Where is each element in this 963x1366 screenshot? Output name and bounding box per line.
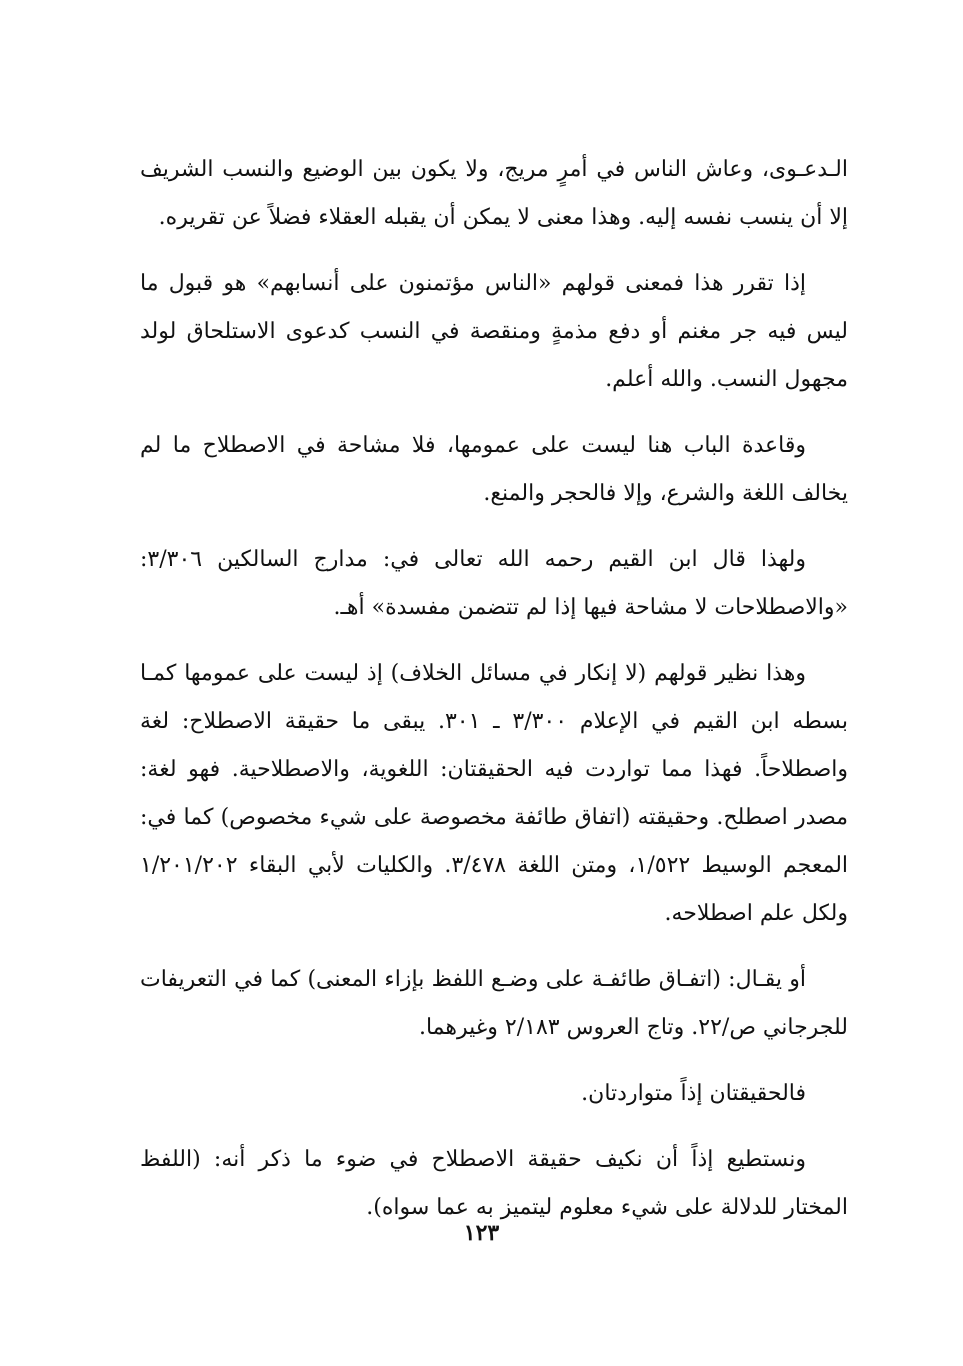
paragraph-1: الـدعـوى، وعاش الناس في أمرٍ مريج، ولا يكون بين الوضيع والنسب الشريف إلا أن ينسب نفسه إليه. وهذا معنى لا يمكن أن يقبله العقلاء فضلاً عن تقريره.: [140, 157, 849, 230]
page-number: ١٢٣: [463, 1220, 500, 1246]
paragraph-6: أو يقـال: (اتفـاق طائفـة على وضـع اللفظ بإزاء المعنى) كما في التعريفات للجرجاني ص/٢٢. وتاج العروس ٢/١٨٣ وغيرهما.: [140, 967, 848, 1040]
paragraph-3: وقاعدة الباب هنا ليست على عمومها، فلا مشاحة في الاصطلاح ما لم يخالف اللغة والشرع، وإلا فالحجر والمنع.: [140, 433, 848, 506]
paragraph-5: وهذا نظير قولهم (لا إنكار في مسائل الخلاف) إذ ليست على عمومها كمـا بسطه ابن القيم في الإعلام ٣/٣٠٠ ـ ٣٠١. يبقى ما حقيقة الاصطلاح: لغة واصطلاحاً. فهذا مما تواردت فيه الحقيقتان: اللغوية، والاصطلاحية. فهو لغة: مصدر اصطلح. وحقيقته (اتفاق طائفة مخصوصة على شيء مخصوص) كما في: المعجم الوسيط ١/٥٢٢، ومتن اللغة ٣/٤٧٨. والكليات لأبي البقاء ١/٢٠١/٢٠٢ ولكل علم اصطلاحه.: [140, 661, 849, 926]
paragraph-2: إذا تقرر هذا فمعنى قولهم «الناس مؤتمنون على أنسابهم» هو قبول ما ليس فيه جر مغنم أو دفع مذمةٍ ومنقصة في النسب كدعوى الاستلحاق لولد مجهول النسب. والله أعلم.: [140, 271, 848, 392]
paragraph-4: ولهذا قال ابن القيم رحمه الله تعالى في: مدارج السالكين ٣/٣٠٦: «والاصطلاحات لا مشاحة فيها إذا لم تتضمن مفسدة» أهـ.: [140, 547, 848, 620]
paragraph-8: ونستطيع إذاً أن نكيف حقيقة الاصطلاح في ضوء ما ذكر أنه: (اللفظ المختار للدلالة على شيء معلوم ليتميز به عما سواه).: [140, 1147, 848, 1220]
paragraph-7: فالحقيقتان إذاً متواردتان.: [581, 1081, 806, 1106]
main-text: [140, 146, 848, 1250]
